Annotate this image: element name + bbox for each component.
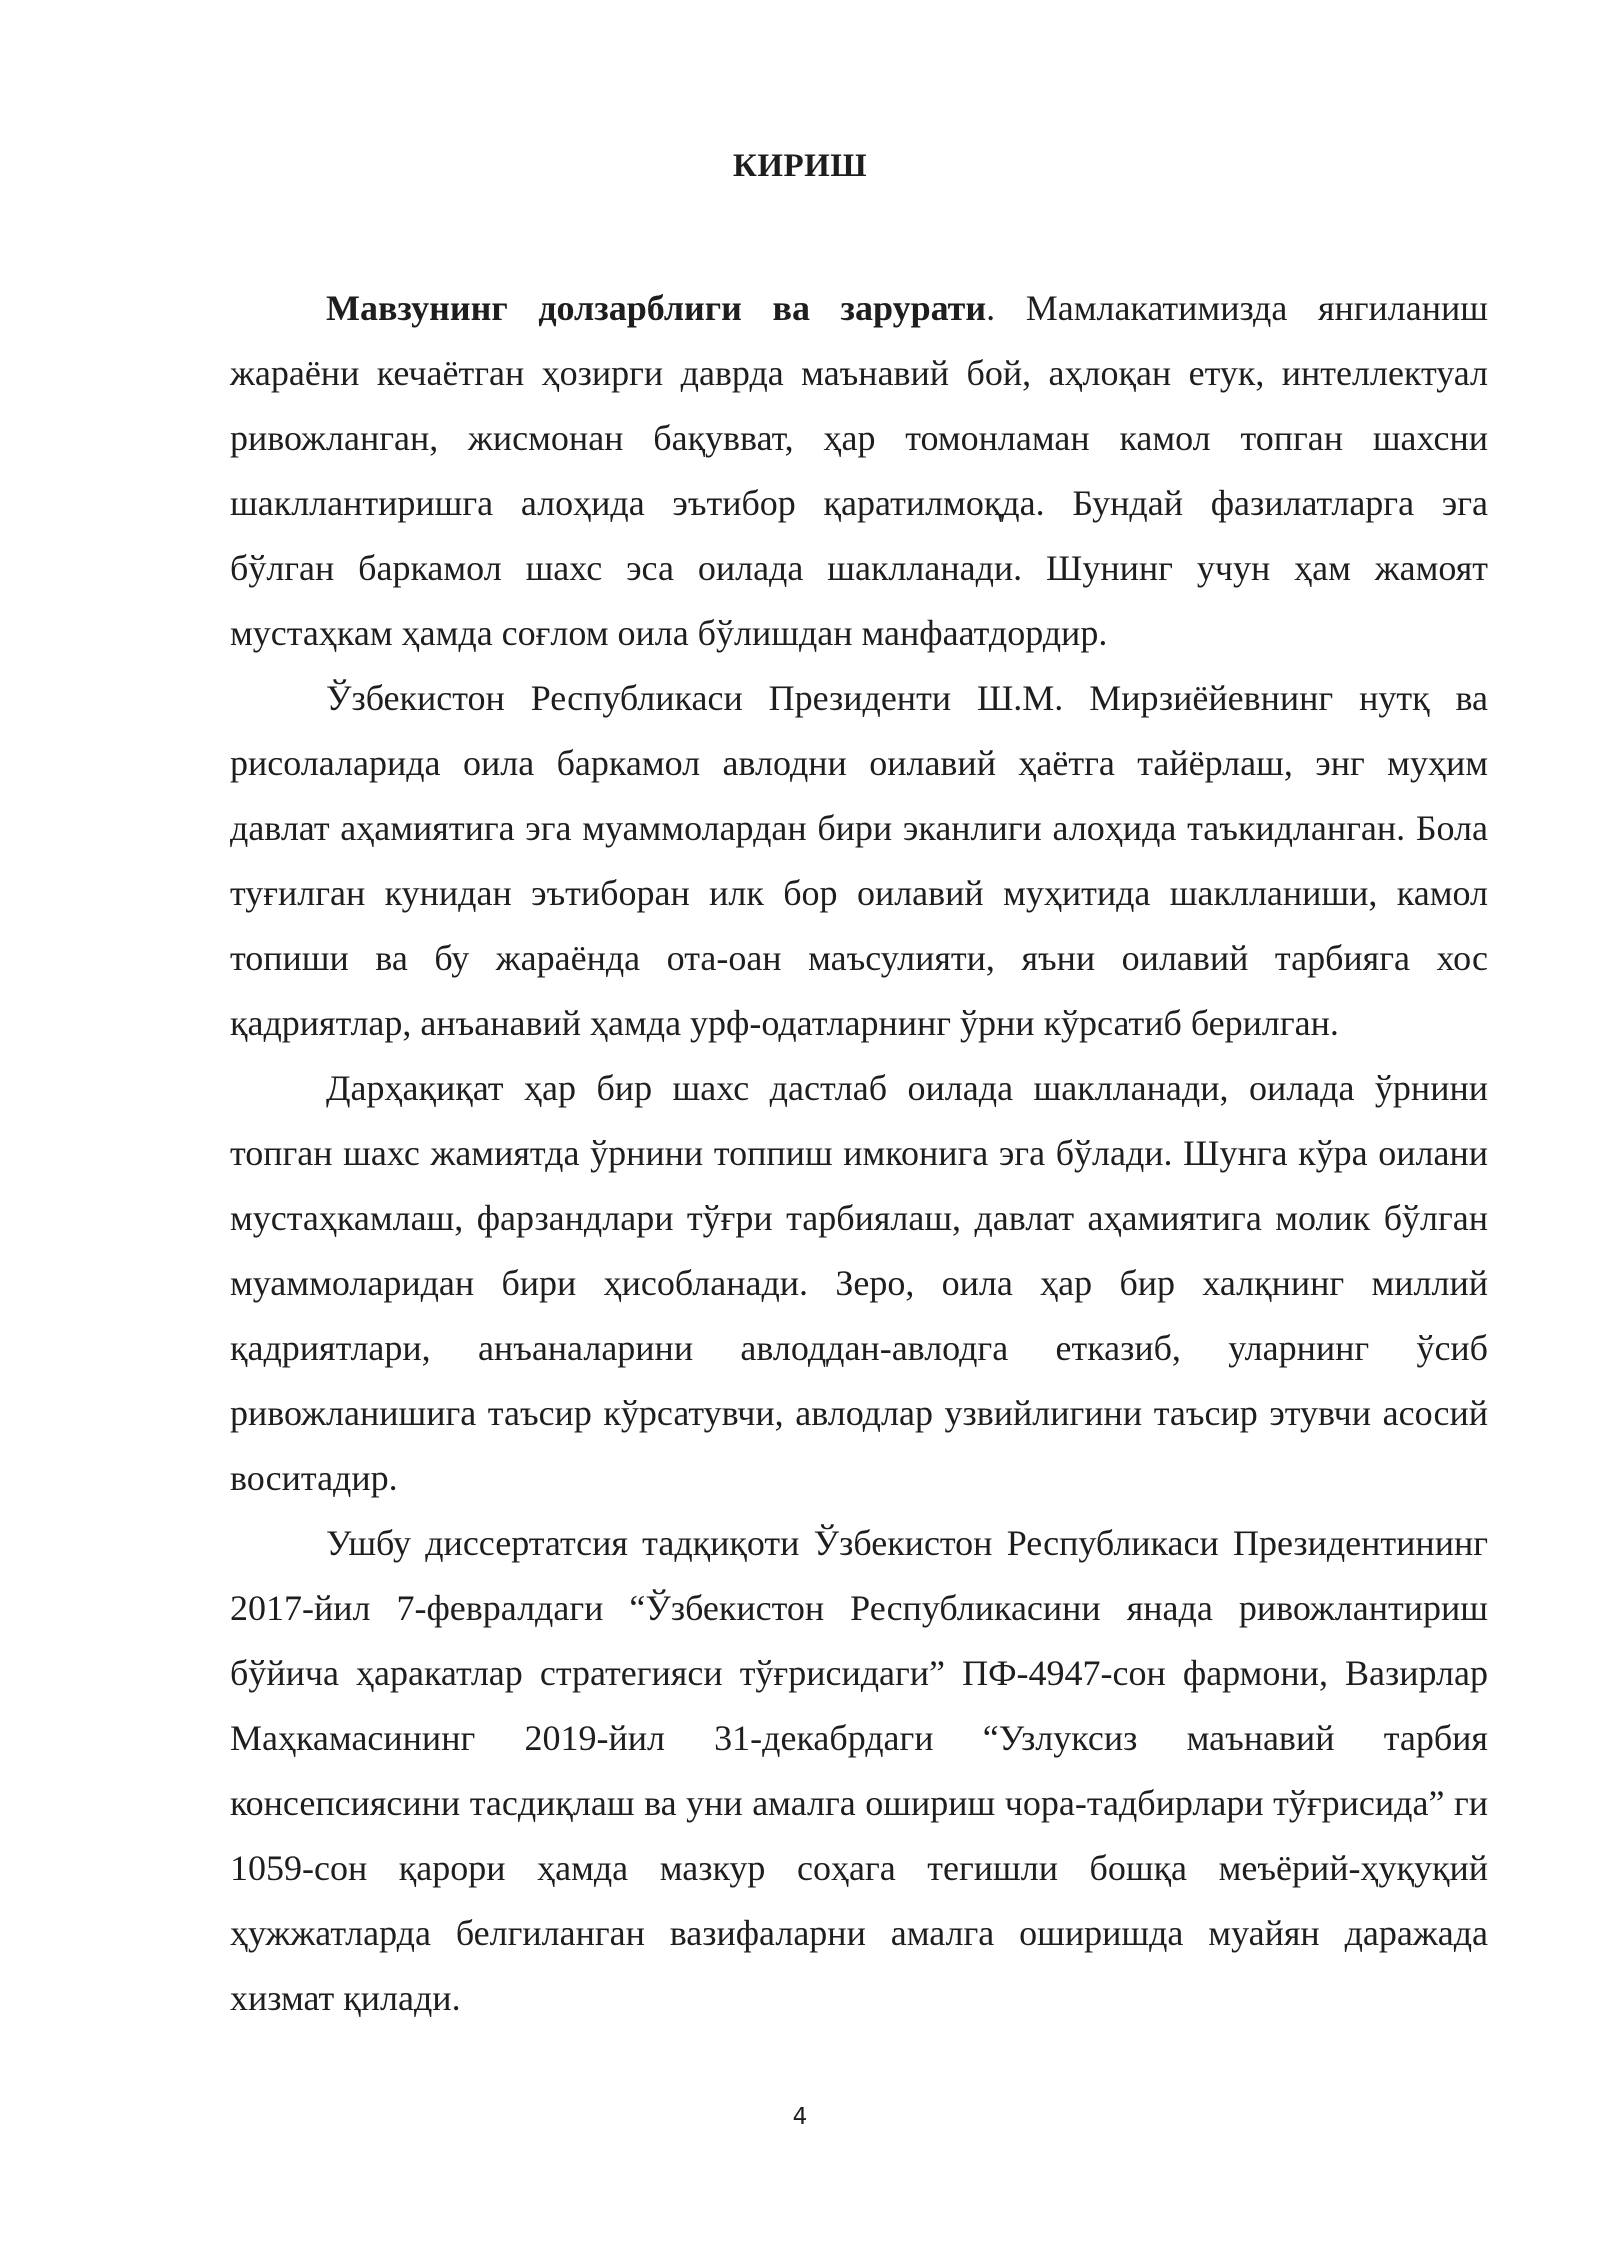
paragraph-lead: Мавзунинг долзарблиги ва зарурати [326,288,987,328]
paragraph-1 [230,276,1488,666]
body-text [230,276,1488,2031]
paragraph-2: Ўзбекистон Республикаси Президенти Ш.М. Мирзиёйевнинг нутқ ва рисолаларида оила баркамол авлодни оилавий ҳаётга тайёрлаш, энг муҳим давлат аҳамиятига эга муаммолардан бири эканлиги алоҳида таъкидланган. Бола туғилган кунидан эътиборан илк бор оилавий муҳитида шаклланиши, камол топиши ва бу жараёнда ота-оан маъсулияти, яъни оилавий тарбияга хос қадриятлар, анъанавий ҳамда урф-одатларнинг ўрни кўрсатиб берилган. [230,678,1488,1043]
paragraph-3: Дарҳақиқат ҳар бир шахс дастлаб оилада шаклланади, оилада ўрнини топган шахс жамиятда ўрнини топпиш имконига эга бўлади. Шунга кўра оилани мустаҳкамлаш, фарзандлари тўғри тарбиялаш, давлат аҳамиятига молик бўлган муаммоларидан бири ҳисобланади. Зеро, оила ҳар бир халқнинг миллий қадриятлари, анъаналарини авлоддан-авлодга етказиб, уларнинг ўсиб ривожланишига таъсир кўрсатувчи, авлодлар узвийлигини таъсир этувчи асосий воситадир. [230,1068,1488,1498]
page-number: 4 [792,2104,808,2130]
section-heading: КИРИШ [732,148,868,184]
paragraph-1-text: . Мамлакатимизда янгиланиш жараёни кечаётган ҳозирги даврда маънавий бой, аҳлоқан етук, интеллектуал ривожланган, жисмонан бақувват, ҳар томонламан камол топган шахсни шакллантиришга алоҳида эътибор қаратилмоқда. Бундай фазилатларга эга бўлган баркамол шахс эса оилада шаклланади. Шунинг учун ҳам жамоят мустаҳкам ҳамда соғлом оила бўлишдан манфаатдордир. [230,288,1488,653]
paragraph-4: Ушбу диссертатсия тадқиқоти Ўзбекистон Республикаси Президентининг 2017-йил 7-февралдаги “Ўзбекистон Республикасини янада ривожлантириш бўйича ҳаракатлар стратегияси тўғрисидаги” ПФ-4947-сон фармони, Вазирлар Маҳкамасининг 2019-йил 31-декабрдаги “Узлуксиз маънавий тарбия консепсиясини тасдиқлаш ва уни амалга ошириш чора-тадбирлари тўғрисида” ги 1059-сон қарори ҳамда мазкур соҳага тегишли бошқа меъёрий-ҳуқуқий ҳужжатларда белгиланган вазифаларни амалга оширишда муайян даражада хизмат қилади. [230,1523,1488,2018]
